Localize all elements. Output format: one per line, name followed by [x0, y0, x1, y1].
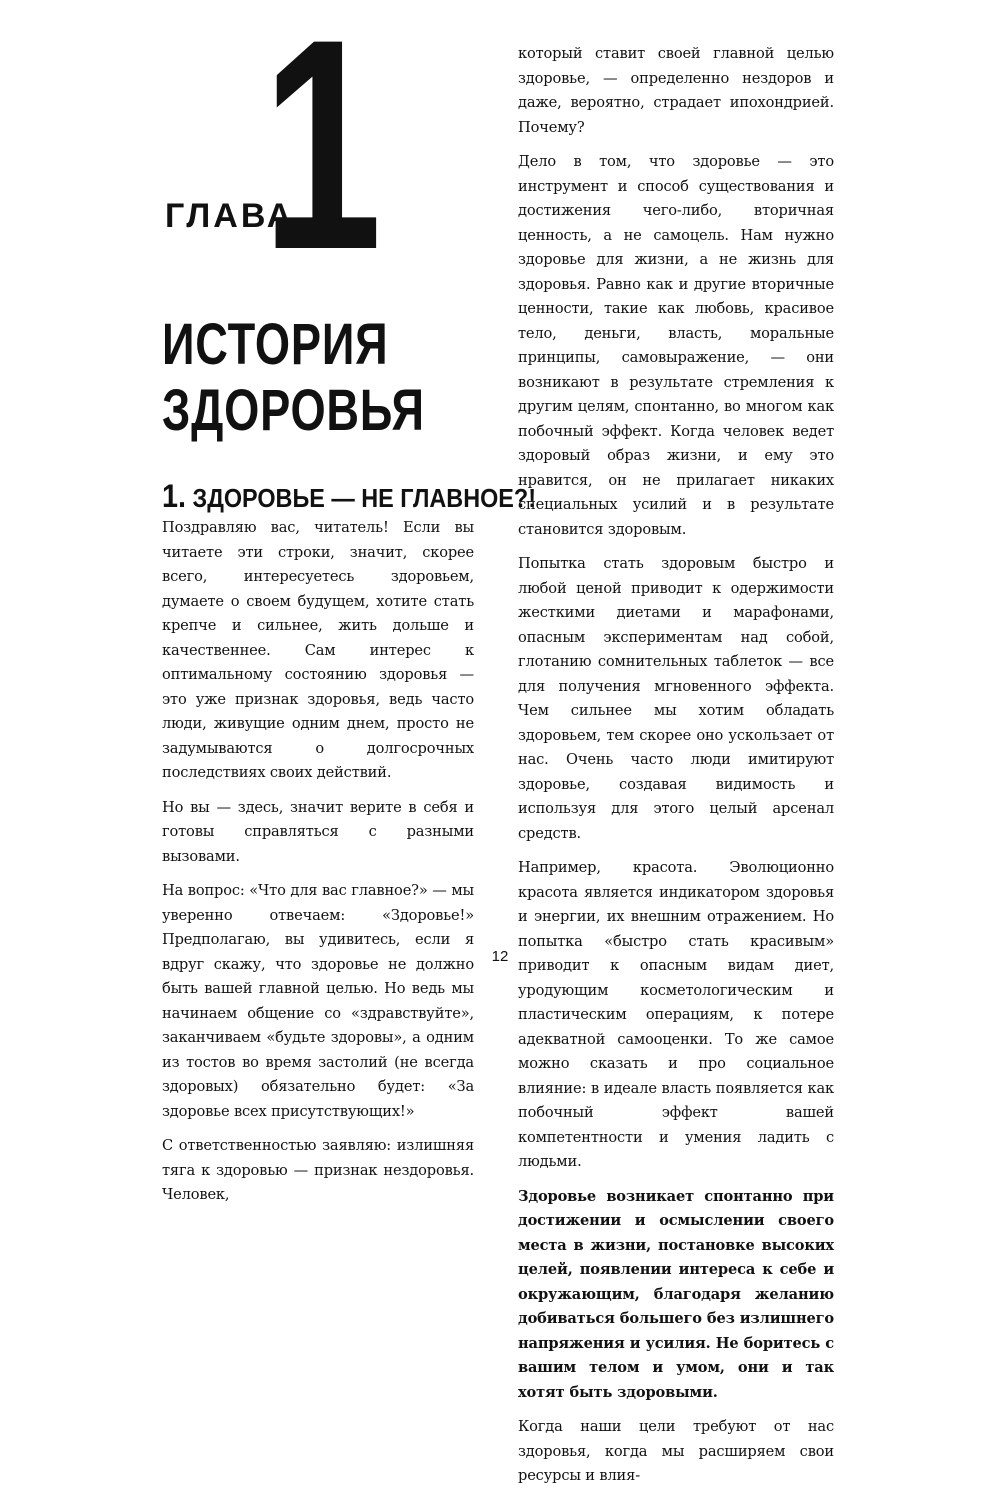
paragraph: Попытка стать здоровым быстро и любой ценой приводит к одержимости жесткими диетами и марафонами, опасным экспериментам над собой, глотанию сомнительных таблеток — все для получения мгновенного эффекта. Чем сильнее мы хотим обладать здоровьем, тем скорее оно ускользает от нас. Очень часто люди имитируют здоровье, создавая видимость и используя для этого целый арсенал средств. — [518, 555, 834, 842]
page-number: 12 — [491, 948, 509, 965]
left-text-column — [162, 516, 474, 1218]
paragraph: который ставит своей главной целью здоровье, — определенно нездоров и даже, вероятно, страдает ипохондрией. Почему? — [518, 45, 834, 136]
right-text-column — [518, 42, 834, 1499]
chapter-title-line-2: ЗДОРОВЬЯ — [162, 378, 425, 443]
chapter-label: ГЛАВА — [165, 197, 295, 235]
chapter-title-line-1: ИСТОРИЯ — [162, 312, 389, 377]
paragraph: На вопрос: «Что для вас главное?» — мы уверенно отвечаем: «Здоровье!» Предполагаю, вы удивитесь, если я вдруг скажу, что здоровье не должно быть вашей главной целью. Но ведь мы начинаем общение со «здравствуйте», заканчиваем «будьте здоровы», а одним из тостов во время застолий (не всегда здоровых) обязательно будет: «За здоровье всех присутствующих!» — [162, 882, 474, 1120]
section-heading — [162, 478, 536, 516]
paragraph: С ответственностью заявляю: излишняя тяга к здоровью — признак нездоровья. Человек, — [162, 1137, 474, 1203]
chapter-number: 1 — [262, 0, 380, 312]
bold-callout-paragraph: Здоровье возникает спонтанно при достижении и осмыслении своего места в жизни, постановке высоких целей, появлении интереса к себе и окружающим, благодаря желанию добиваться большего без излишнего напряжения и усилия. Не боритесь с вашим телом и умом, они и так хотят быть здоровыми. — [518, 1187, 834, 1401]
paragraph: Например, красота. Эволюционно красота является индикатором здоровья и энергии, их внешним отражением. Но попытка «быстро стать красивым» приводит к опасным видам диет, уродующим косметологическим и пластическим операциям, к потере адекватной самооценки. То же самое можно сказать и про социальное влияние: в идеале власть появляется как побочный эффект вашей компетентности и умения ладить с людьми. — [518, 859, 834, 1170]
section-number: 1. — [162, 478, 187, 514]
chapter-title — [162, 312, 425, 444]
paragraph: Когда наши цели требуют от нас здоровья, когда мы расширяем свои ресурсы и влия- — [518, 1418, 834, 1484]
paragraph: Но вы — здесь, значит верите в себя и готовы справляться с разными вызовами. — [162, 798, 474, 865]
paragraph: Дело в том, что здоровье — это инструмент и способ существования и достижения чего-либо, вторичная ценность, а не самоцель. Нам нужно здоровье для жизни, а не жизнь для здоровья. Равно как и другие вторичные ценности, такие как любовь, красивое тело, деньги, власть, моральные принципы, самовыражение, — они возникают в результате стремления к другим целям, спонтанно, во многом как побочный эффект. Когда человек ведет здоровый образ жизни, и ему это нравится, он не прилагает никаких специальных усилий и в результате становится здоровым. — [518, 153, 834, 538]
section-title: ЗДОРОВЬЕ — НЕ ГЛАВНОЕ?! — [192, 483, 536, 513]
paragraph: Поздравляю вас, читатель! Если вы читаете эти строки, значит, скорее всего, интересуетесь здоровьем, думаете о своем будущем, хотите стать крепче и сильнее, жить дольше и качественнее. Сам интерес к оптимальному состоянию здоровья — это уже признак здоровья, ведь часто люди, живущие одним днем, просто не задумываются о долгосрочных последствиях своих действий. — [162, 519, 474, 781]
